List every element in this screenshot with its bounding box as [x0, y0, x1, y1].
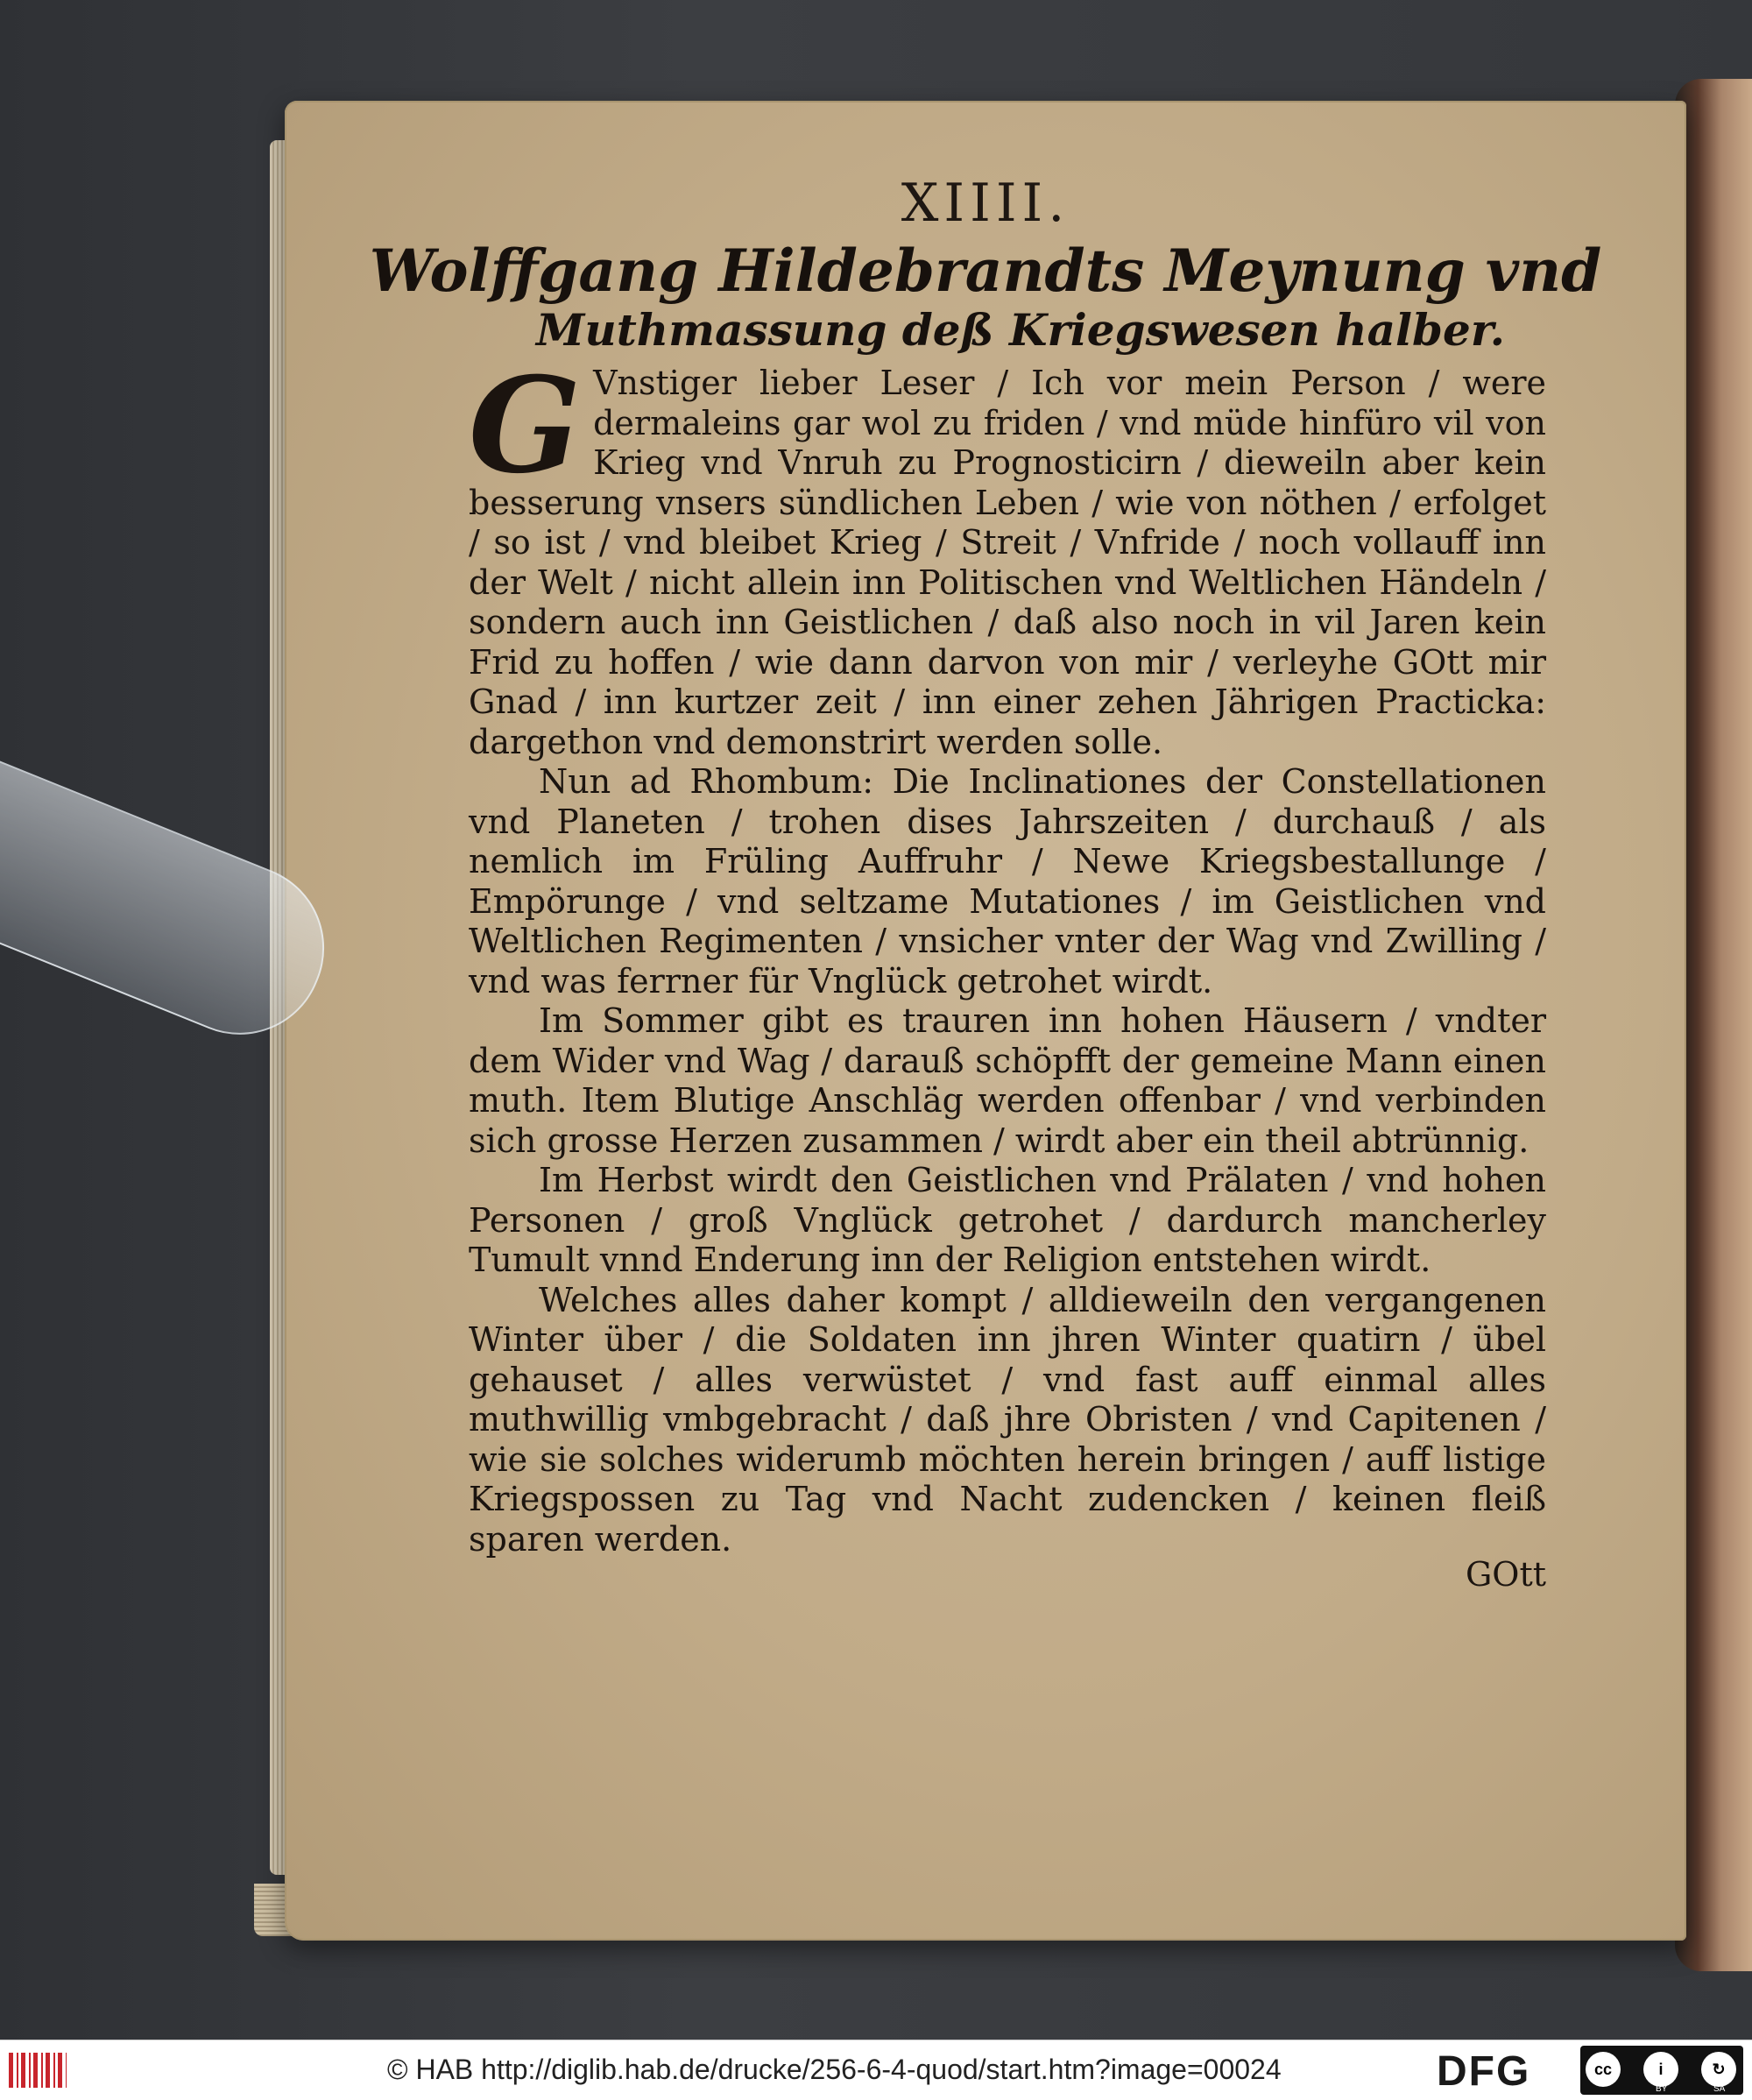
dfg-logo: DFG: [1437, 2048, 1531, 2095]
paragraph: G Vnstiger lieber Leser / Ich vor mein Person / were dermaleins gar wol zu friden / vnd müde hinfüro vil von Krieg vnd Vnruh zu Prognosticirn / dieweiln aber kein besserung vnsers sündlichen Leben / wie von nöthen / erfolget / so ist / vnd bleibet Krieg / Streit / Vnfride / noch vollauff inn der Welt / nicht allein inn Politischen vnd Weltlichen Händeln / sondern auch inn Geistlichen / daß also noch in vil Jaren kein Frid zu hoffen / wie dann darvon von mir / verleyhe GOtt mir Gnad / inn kurtzer zeit / inn einer zehen Jährigen Practicka: dargethon vnd demonstrirt werden solle.: [469, 349, 1546, 761]
cc-sa-label: SA: [1713, 2084, 1726, 2094]
hab-logo-icon: [9, 2053, 67, 2088]
title-line-1: Wolffgang Hildebrandts Meynung vnd: [369, 237, 1602, 305]
paragraph: Im Herbst wirdt den Geistlichen vnd Prälaten / vnd hohen Personen / groß Vnglück getrohet / dardurch mancherley Tumult vnnd Enderung inn der Religion entstehen wirdt.: [469, 1161, 1546, 1279]
cc-icon: cc: [1586, 2052, 1621, 2087]
cc-license-badge[interactable]: [1580, 2046, 1743, 2095]
title-line-2: Muthmassung deß Kriegswesen halber.: [536, 304, 1505, 356]
footer-bar: [0, 2040, 1752, 2100]
sa-icon: ↻: [1701, 2052, 1736, 2087]
paragraph: Im Sommer gibt es trauren inn hohen Häusern / vndter dem Wider vnd Wag / darauß schöpfft der gemeine Mann einen muth. Item Blutige Anschläg werden offenbar / vnd verbinden sich grosse Herzen zusammen / wirdt aber ein theil abtrünnig.: [469, 1001, 1546, 1160]
catchword: GOtt: [1465, 1555, 1546, 1594]
drop-cap: G: [469, 349, 582, 503]
body-text: [469, 349, 1546, 1559]
by-icon: i: [1643, 2052, 1678, 2087]
paragraph: Welches alles daher kompt / alldieweiln den vergangenen Winter über / die Soldaten inn jhren Winter quatirn / übel gehauset / alles verwüstet / vnd fast auff einmal alles muthwillig vmbgebracht / daß jhre Obristen / vnd Capitenen / wie sie solches widerumb möchten herein bringen / auff listige Kriegspossen zu Tag vnd Nacht zudencken / keinen fleiß sparen werden.: [469, 1280, 1546, 1559]
paragraph: Nun ad Rhombum: Die Inclinationes der Constellationen vnd Planeten / trohen dises Jahrszeiten / durchauß / als nemlich im Früling Auffruhr / Newe Kriegsbestallunge / Empörunge / vnd seltzame Mutationes / im Geistlichen vnd Weltlichen Regimenten / vnsicher vnter der Wag vnd Zwilling / vnd was ferrner für Vnglück getrohet wirdt.: [469, 762, 1546, 1001]
page-number: XIIII.: [901, 173, 1070, 234]
copyright-link[interactable]: © HAB http://diglib.hab.de/drucke/256-6-4-quod/start.htm?image=00024: [387, 2054, 1282, 2085]
cc-by-label: BY: [1656, 2084, 1668, 2094]
facing-page-binding: [1675, 79, 1752, 1971]
book-page: [285, 101, 1686, 1941]
